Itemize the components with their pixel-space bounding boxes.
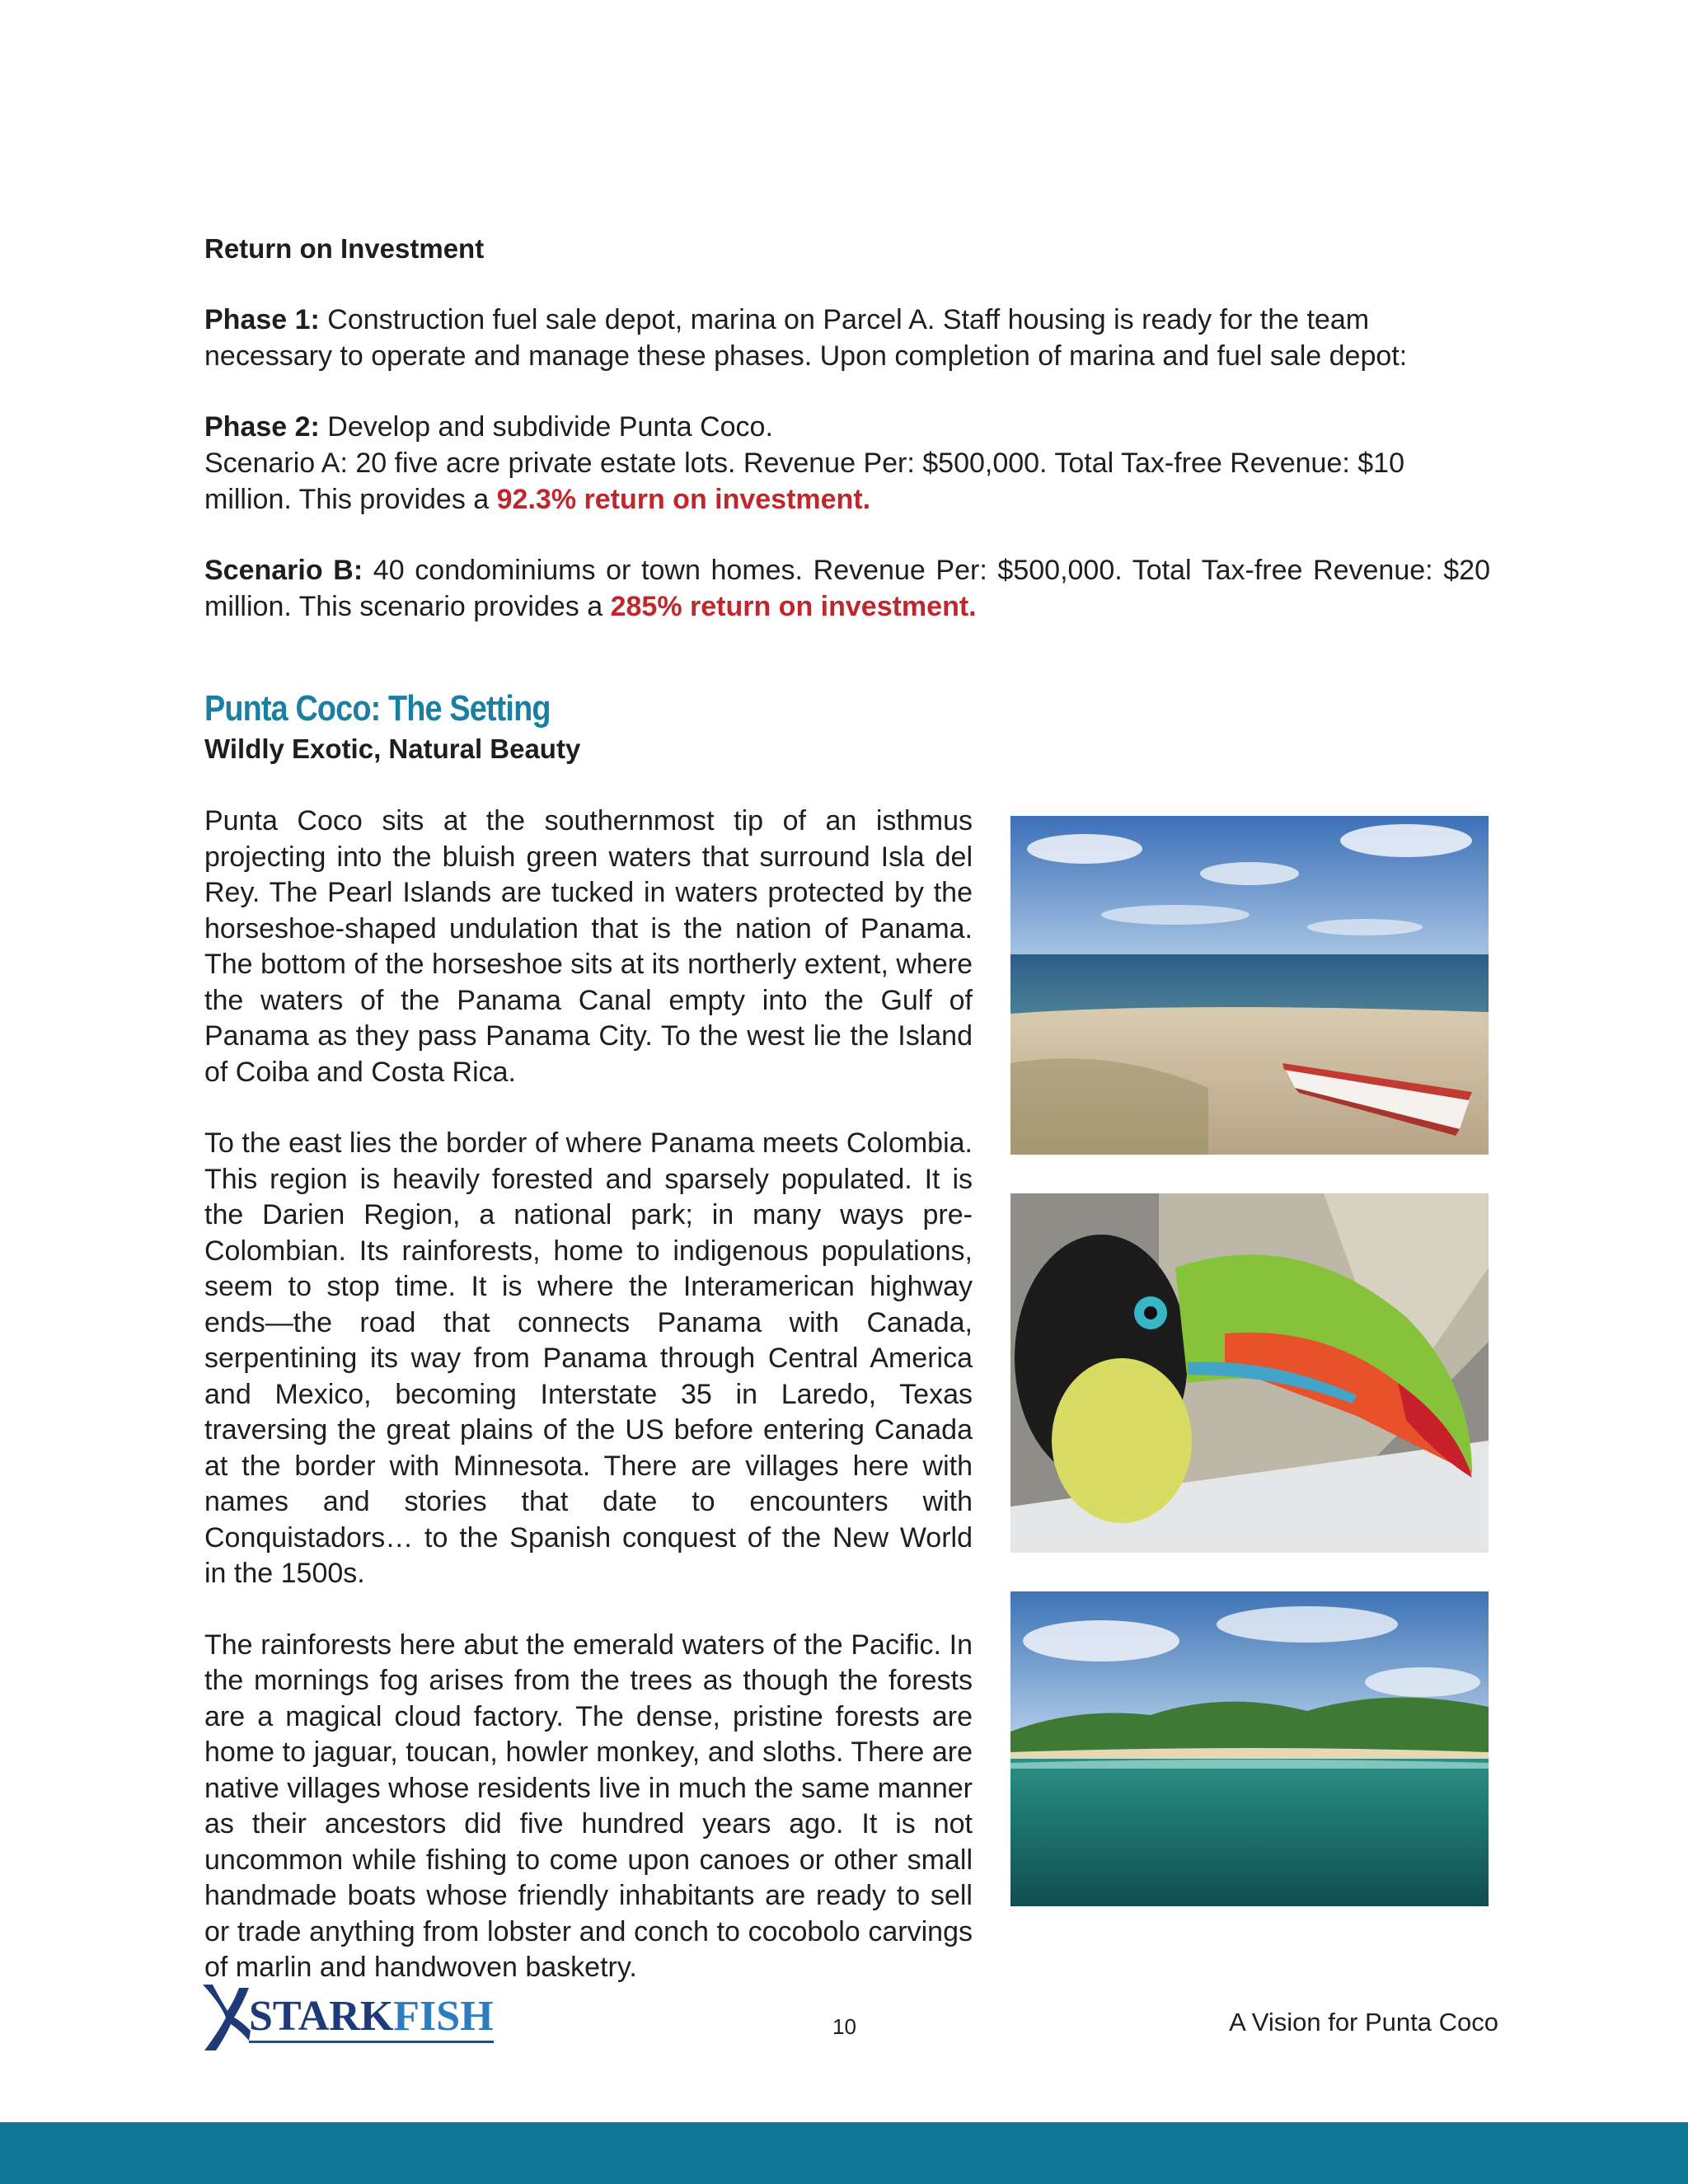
scenario-b-text: 40 condominiums or town homes. Revenue Per: $500,000. Total Tax-free Revenue: $20 million. This scenario provides a	[204, 555, 1490, 622]
phase-2-paragraph	[204, 409, 1490, 445]
section-subtitle: Wildly Exotic, Natural Beauty	[204, 733, 581, 764]
logo-text-stark: STARK	[249, 1993, 394, 2040]
scenario-a-paragraph	[204, 445, 1490, 518]
setting-paragraph-2: To the east lies the border of where Panama meets Colombia. This region is heavily forested and sparsely populated. It is the Darien Region, a national park; in many ways pre-Colombian. Its rainforests, home to indigenous populations, seem to stop time. It is where the Interamerican highway ends—the road that connects Panama with Canada, serpentining its way from Panama through Central America and Mexico, becoming Interstate 35 in Laredo, Texas traversing the great plains of the US before entering Canada at the border with Minnesota. There are villages here with names and stories that date to encounters with Conquistadors… to the Spanish conquest of the New World in the 1500s.	[204, 1127, 973, 1589]
toucan-photo	[1010, 1193, 1489, 1553]
phase-1-text: Construction fuel sale depot, marina on Parcel A. Staff housing is ready for the team necessary to operate and manage these phases. Upon completion of marina and fuel sale depot:	[204, 304, 1408, 372]
starkfish-logo	[198, 1980, 528, 2054]
phase-1-label: Phase 1:	[204, 304, 320, 335]
scenario-a-highlight: 92.3% return on investment.	[496, 484, 871, 515]
roi-title: Return on Investment	[204, 233, 485, 264]
scenario-b-label: Scenario B:	[204, 555, 363, 586]
phase-1-paragraph	[204, 302, 1490, 374]
bottom-color-bar	[0, 2122, 1688, 2184]
roi-section	[204, 231, 1490, 625]
scenario-b-highlight: 285% return on investment.	[610, 591, 977, 622]
beach-boat-photo	[1010, 816, 1489, 1155]
phase-2-text: Develop and subdivide Punta Coco.	[319, 411, 773, 443]
setting-text-column	[204, 804, 973, 1986]
section-title: Punta Coco: The Setting	[204, 688, 551, 729]
logo-text-fish: FISH	[393, 1993, 494, 2040]
page-number: 10	[832, 2014, 856, 2039]
coastline-photo	[1010, 1591, 1489, 1906]
setting-paragraph-3: The rainforests here abut the emerald waters of the Pacific. In the mornings fog arises from the trees as though the forests are a magical cloud factory. The dense, pristine forests are home to jaguar, toucan, howler monkey, and sloths. There are native villages whose residents live in much the same manner as their ancestors did five hundred years ago. It is not uncommon while fishing to come upon canoes or other small handmade boats whose friendly inhabitants are ready to sell or trade anything from lobster and conch to cocobolo carvings of marlin and handwoven basketry.	[204, 1629, 973, 1983]
scenario-b-paragraph	[204, 552, 1490, 625]
beach-boat-image	[1010, 816, 1489, 1155]
coastline-image	[1010, 1591, 1489, 1906]
phase-2-label: Phase 2:	[204, 411, 320, 443]
scenario-a-text: Scenario A: 20 five acre private estate lots. Revenue Per: $500,000. Total Tax-free Revenue: $10 million. This provides a	[204, 448, 1404, 515]
starkfish-icon	[198, 1980, 256, 2054]
toucan-image	[1010, 1193, 1489, 1553]
footer-tagline: A Vision for Punta Coco	[1229, 2008, 1498, 2036]
setting-paragraph-1: Punta Coco sits at the southernmost tip of an isthmus projecting into the bluish green waters that surround Isla del Rey. The Pearl Islands are tucked in waters protected by the horseshoe-shaped undulation that is the nation of Panama. The bottom of the horseshoe sits at its northerly extent, where the waters of the Panama Canal empty into the Gulf of Panama as they pass Panama City. To the west lie the Island of Coiba and Costa Rica.	[204, 805, 973, 1088]
starkfish-wordmark	[249, 1993, 494, 2043]
